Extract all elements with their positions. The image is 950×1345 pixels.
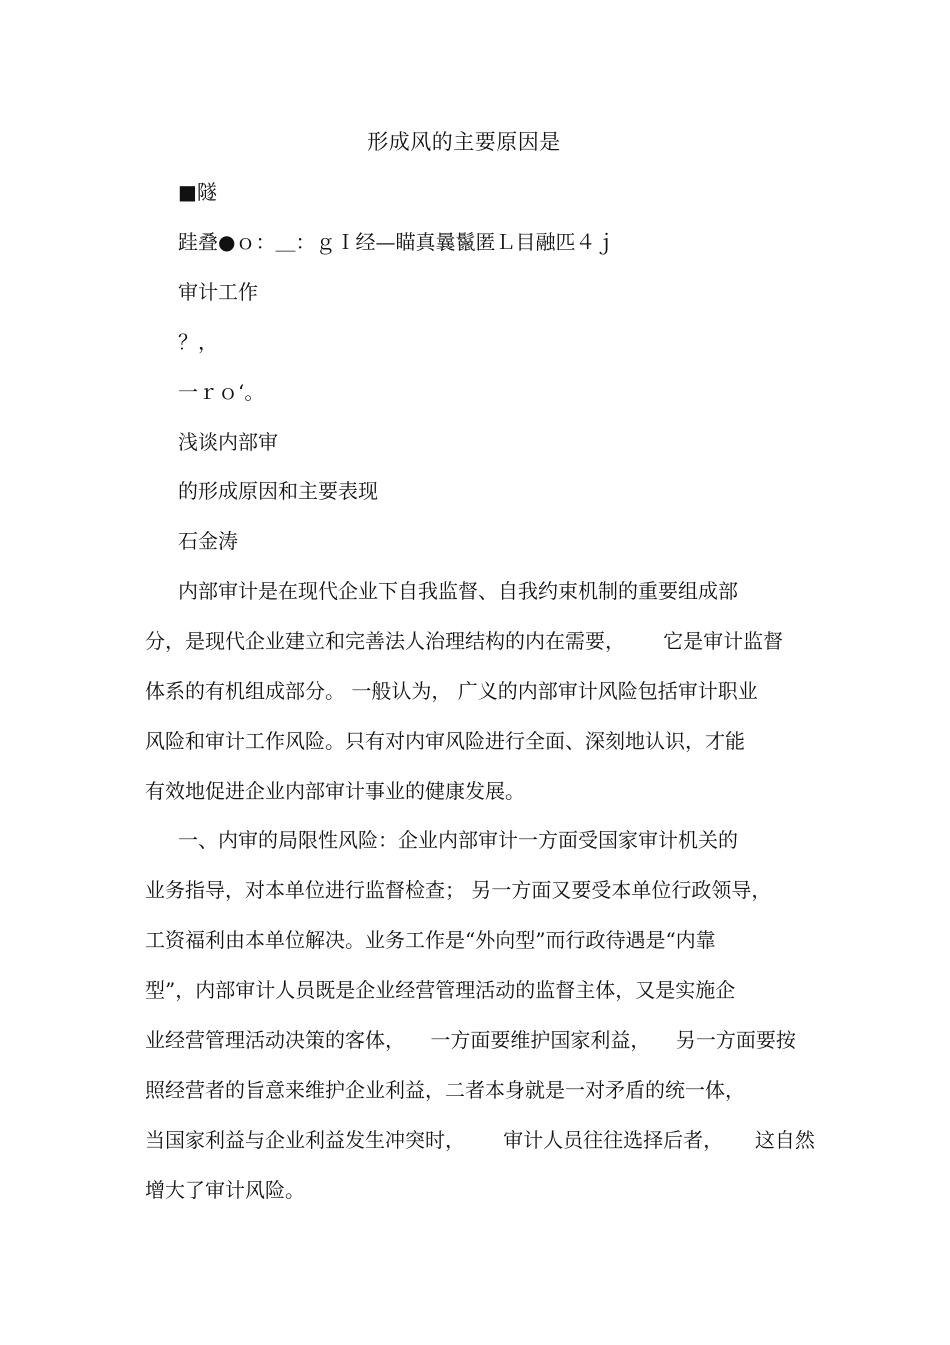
paragraph-line: 分，是现代企业建立和完善法人治理结构的内在需要， 它是审计监督 — [145, 629, 784, 653]
paragraph-line: 有效地促进企业内部审计事业的健康发展。 — [145, 779, 525, 803]
header-line: 浅谈内部审 — [178, 430, 278, 454]
paragraph-line: 业务指导，对本单位进行监督检查； 另一方面又要受本单位行政领导， — [145, 878, 772, 902]
paragraph-line: 一、内审的局限性风险：企业内部审计一方面受国家审计机关的 — [178, 828, 738, 852]
paragraph-line: 体系的有机组成部分。 一般认为， 广义的内部审计风险包括审计职业 — [145, 679, 758, 703]
subtitle-line: 的形成原因和主要表现 — [178, 479, 378, 503]
header-line: 跬叠●ｏ：＿：ｇＩ经—瞄真曩鬣匿Ｌ目融匹４ｊ — [178, 230, 616, 254]
paragraph-line: 内部审计是在现代企业下自我监督、自我约束机制的重要组成部 — [178, 579, 738, 603]
header-line: ■隧 — [178, 180, 217, 204]
paragraph-line: 增大了审计风险。 — [145, 1178, 305, 1202]
paragraph-line: 当国家利益与企业利益发生冲突时， 审计人员往往选择后者， 这自然 — [145, 1128, 815, 1152]
document-title: 形成风的主要原因是 — [367, 130, 561, 154]
author-name: 石金涛 — [178, 529, 238, 553]
header-line: ？， — [178, 330, 218, 354]
paragraph-line: 型”，内部审计人员既是企业经营管理活动的监督主体，又是实施企 — [145, 978, 736, 1002]
header-line: 审计工作 — [178, 280, 258, 304]
paragraph-line: 风险和审计工作风险。只有对内审风险进行全面、深刻地认识，才能 — [145, 729, 745, 753]
header-line: 一ｒｏ‘。 — [178, 380, 265, 404]
paragraph-line: 照经营者的旨意来维护企业利益，二者本身就是一对矛盾的统一体， — [145, 1078, 745, 1102]
paragraph-line: 工资福利由本单位解决。业务工作是“外向型”而行政待遇是“内靠 — [145, 928, 716, 952]
paragraph-line: 业经营管理活动决策的客体， 一方面要维护国家利益， 另一方面要按 — [145, 1028, 796, 1052]
